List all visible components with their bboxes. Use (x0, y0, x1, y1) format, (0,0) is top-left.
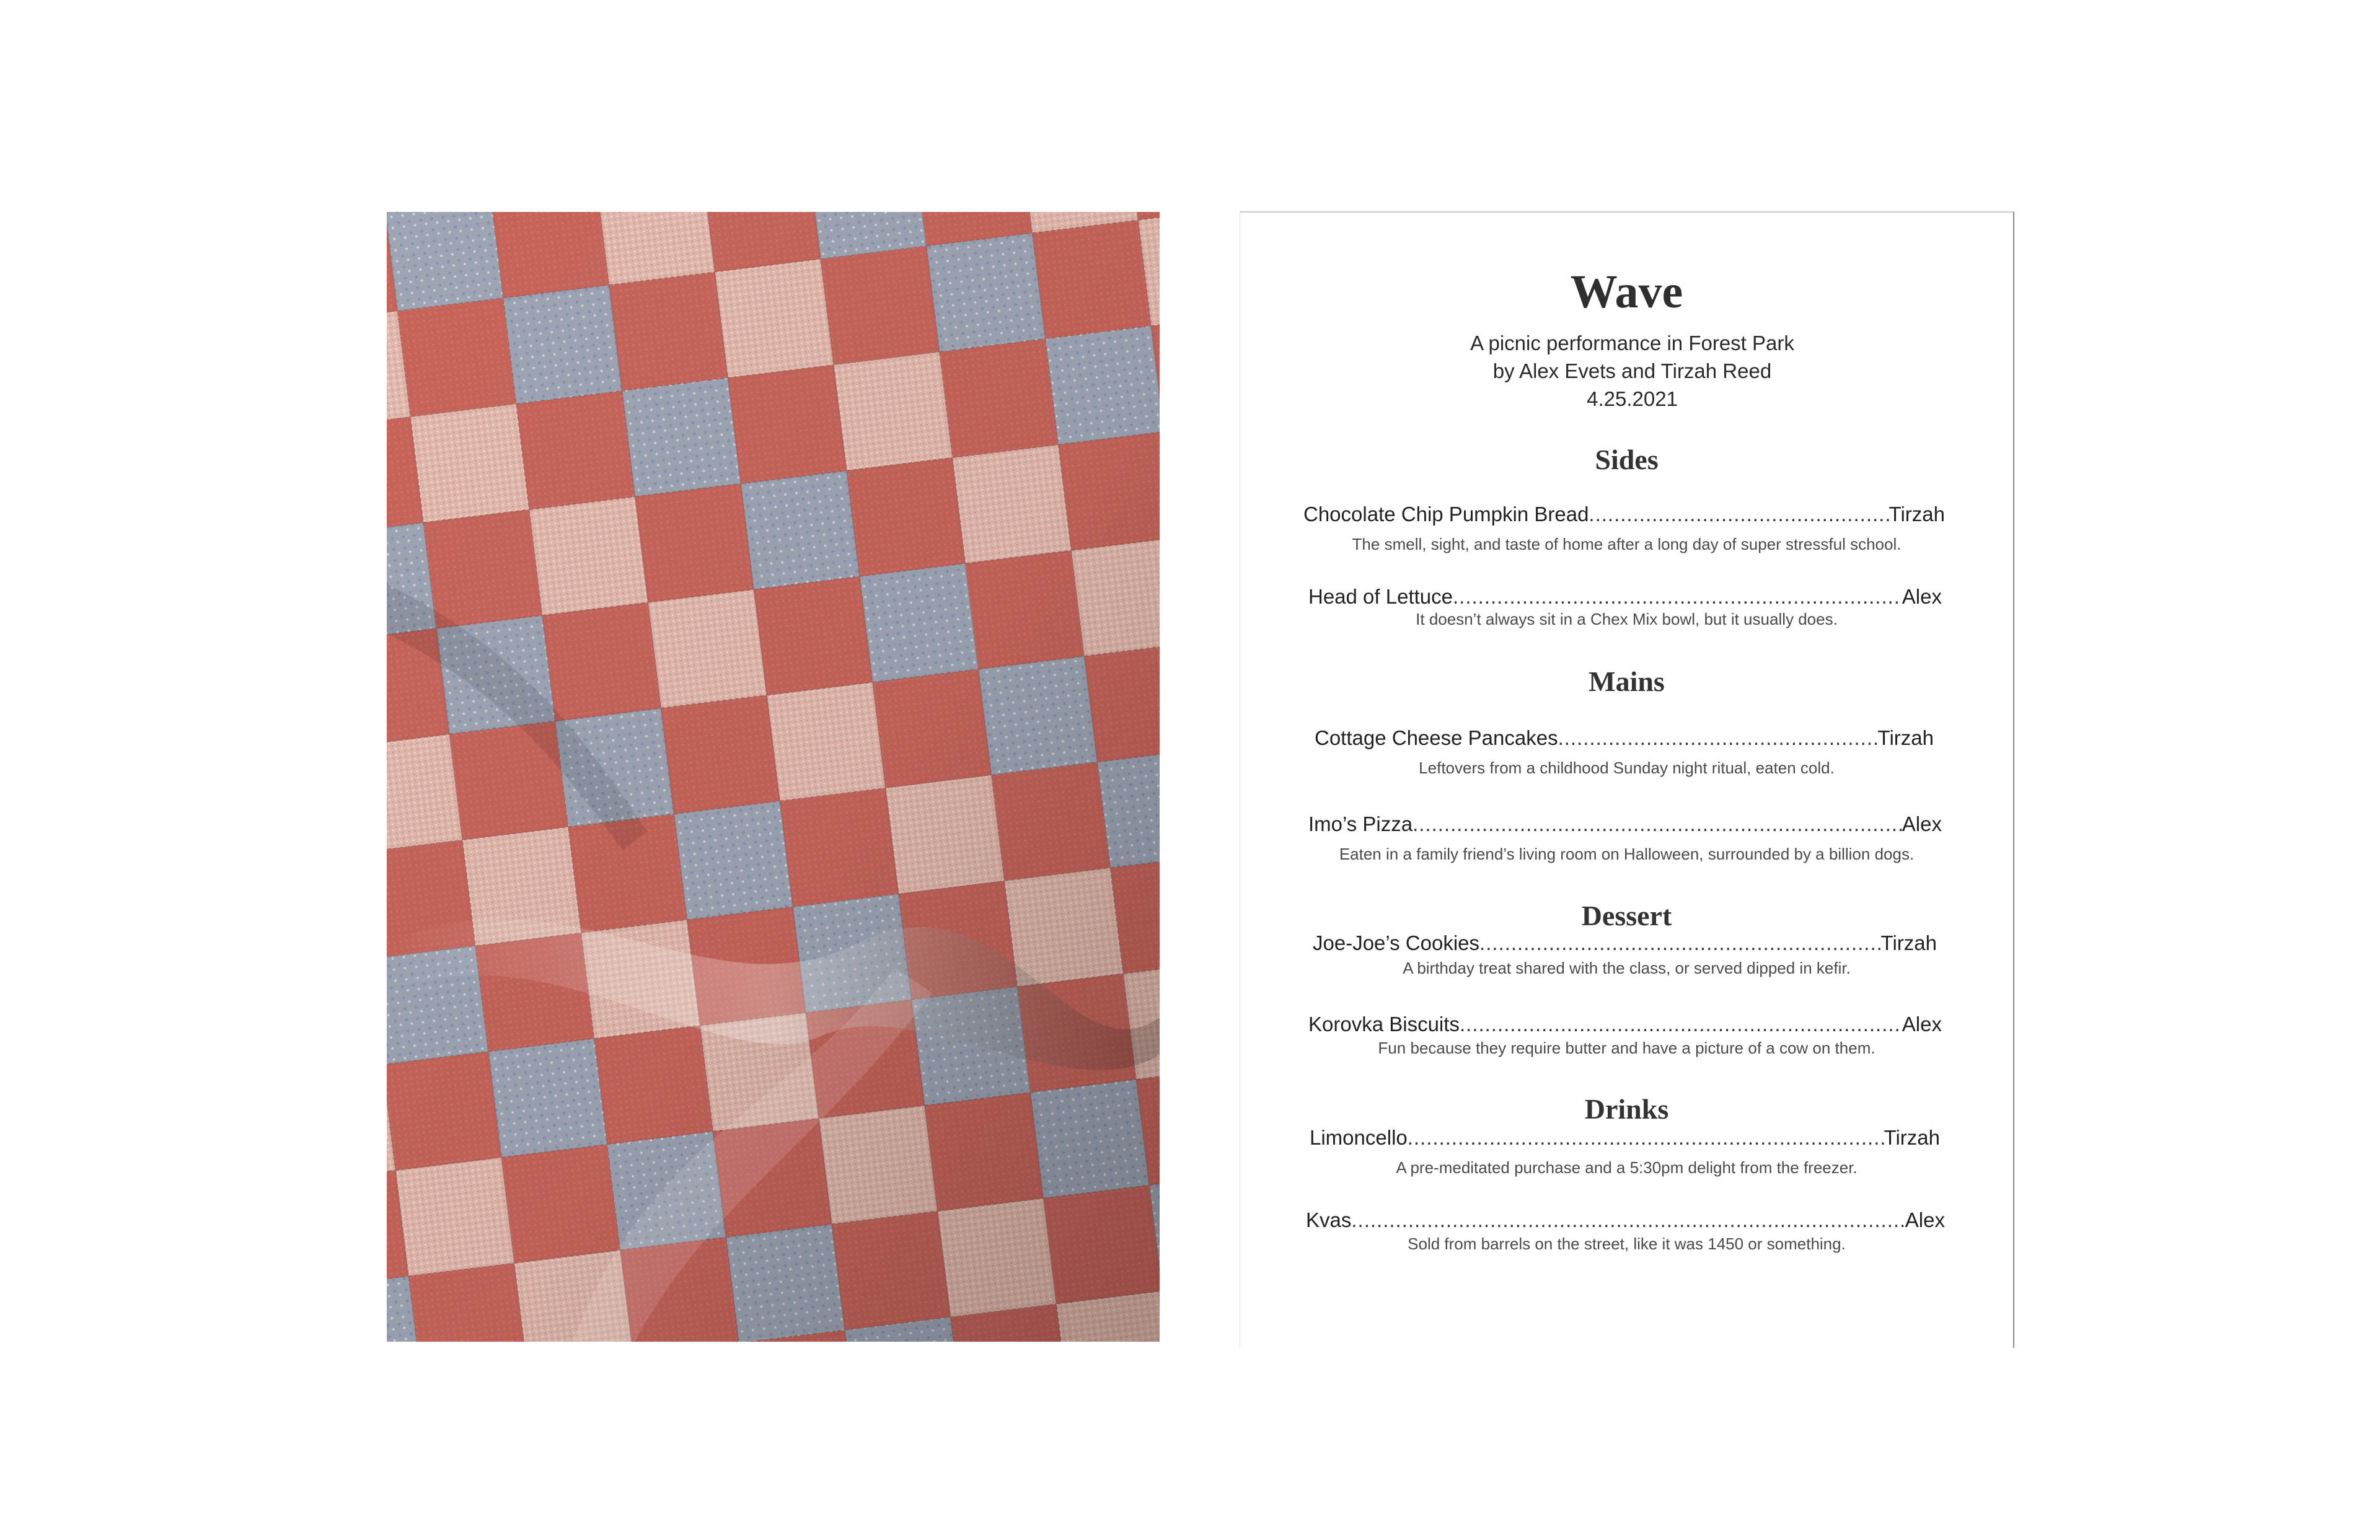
item-name: Imo’s Pizza (1308, 812, 1413, 835)
dot-leader (1351, 1208, 1905, 1232)
dot-leader (1558, 726, 1878, 750)
quilt-image (387, 212, 1160, 1342)
item-person: Alex (1902, 1013, 1942, 1036)
item-description: Leftovers from a childhood Sunday night ritual, eaten cold. (1419, 759, 1835, 777)
item-description: A pre-meditated purchase and a 5:30pm delight from the freezer. (1396, 1158, 1858, 1177)
item-name: Kvas (1306, 1208, 1352, 1231)
item-name: Joe-Joe’s Cookies (1313, 931, 1480, 954)
item-person: Tirzah (1880, 931, 1937, 954)
section-heading-sides: Sides (1595, 444, 1659, 475)
item-name: Head of Lettuce (1308, 585, 1453, 608)
item-person: Alex (1902, 585, 1942, 608)
quilt-photo (387, 212, 1160, 1342)
item-description: It doesn’t always sit in a Chex Mix bowl, but it usually does. (1416, 610, 1838, 628)
menu-subtitle (1240, 329, 2013, 413)
section-heading-dessert: Dessert (1581, 900, 1672, 931)
subtitle-date: 4.25.2021 (1587, 387, 1678, 410)
item-description: The smell, sight, and taste of home after a long day of super stressful school. (1352, 535, 1902, 553)
dot-leader (1413, 812, 1902, 836)
item-name: Chocolate Chip Pumpkin Bread (1303, 503, 1589, 526)
dot-leader (1453, 585, 1902, 609)
item-person: Alex (1902, 812, 1942, 835)
item-description: Fun because they require butter and have a picture of a cow on them. (1378, 1039, 1875, 1057)
subtitle-performance: A picnic performance in Forest Park (1470, 332, 1794, 354)
dot-leader (1460, 1013, 1902, 1036)
subtitle-authors: by Alex Evets and Tirzah Reed (1492, 359, 1772, 382)
item-person: Tirzah (1877, 726, 1934, 749)
dot-leader (1408, 1126, 1884, 1150)
item-description: Eaten in a family friend’s living room on Halloween, surrounded by a billion dogs. (1339, 845, 1915, 863)
section-heading-drinks: Drinks (1584, 1093, 1669, 1125)
dot-leader (1589, 503, 1889, 526)
item-person: Alex (1905, 1208, 1945, 1231)
section-heading-mains: Mains (1589, 666, 1665, 697)
menu-title: Wave (1570, 266, 1683, 318)
item-description: A birthday treat shared with the class, or served dipped in kefir. (1403, 959, 1851, 977)
item-description: Sold from barrels on the street, like it was 1450 or something. (1408, 1234, 1846, 1253)
item-person: Tirzah (1884, 1126, 1940, 1149)
item-name: Limoncello (1310, 1126, 1408, 1149)
menu-card (1240, 211, 2014, 1348)
item-person: Tirzah (1889, 503, 1945, 526)
dot-leader (1479, 931, 1881, 955)
item-name: Korovka Biscuits (1308, 1013, 1460, 1036)
item-name: Cottage Cheese Pancakes (1315, 726, 1558, 749)
